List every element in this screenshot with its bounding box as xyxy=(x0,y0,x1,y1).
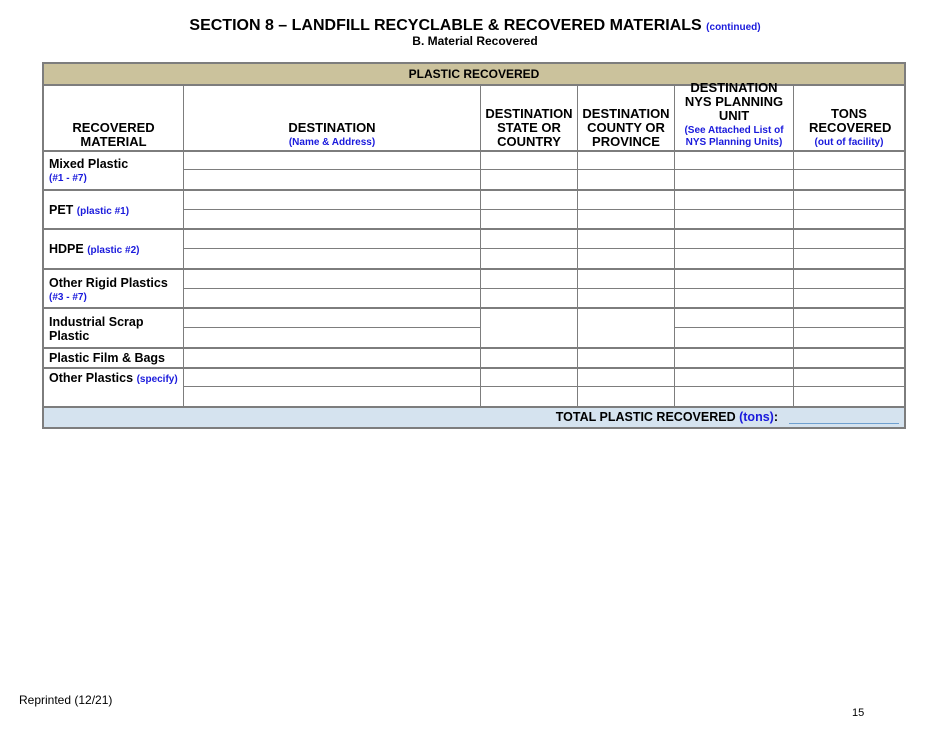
row-label-plastic-film-bags: Plastic Film & Bags xyxy=(49,351,166,365)
total-label: TOTAL PLASTIC RECOVERED (tons): xyxy=(555,410,778,424)
divider xyxy=(44,150,904,152)
divider xyxy=(44,367,904,369)
col-header-destination: DESTINATION (Name & Address) xyxy=(183,86,480,151)
table-banner: PLASTIC RECOVERED xyxy=(44,64,904,86)
section-subtitle: B. Material Recovered xyxy=(412,34,538,48)
divider xyxy=(44,189,904,191)
divider xyxy=(44,307,904,309)
col-header-nys-planning-unit: DESTINATION NYS PLANNING UNIT (See Attached List of NYS Planning Units) xyxy=(674,86,793,151)
entry-line xyxy=(183,209,904,210)
divider xyxy=(44,228,904,230)
row-label-other-plastics: Other Plastics (specify) xyxy=(49,371,178,385)
total-row xyxy=(44,408,904,427)
entry-line xyxy=(183,169,904,170)
page-number: 15 xyxy=(852,707,865,719)
row-label-other-rigid-plastics: Other Rigid Plastics (#3 - #7) xyxy=(49,276,168,303)
col-header-destination-county: DESTINATION COUNTY OR PROVINCE xyxy=(577,86,674,151)
entry-line xyxy=(183,327,480,328)
total-input-line[interactable] xyxy=(789,423,899,424)
row-label-industrial-scrap-plastic: Industrial Scrap Plastic xyxy=(49,315,144,343)
col-header-destination-state: DESTINATION STATE OR COUNTRY xyxy=(480,86,577,151)
entry-line xyxy=(183,248,904,249)
row-label-pet: PET (plastic #1) xyxy=(49,203,130,217)
entry-line xyxy=(183,386,904,387)
divider xyxy=(44,347,904,349)
col-header-tons-recovered: TONS RECOVERED (out of facility) xyxy=(793,86,904,151)
row-label-mixed-plastic: Mixed Plastic (#1 - #7) xyxy=(49,157,129,184)
plastic-recovered-table xyxy=(42,62,906,429)
col-header-recovered-material: RECOVERED MATERIAL xyxy=(72,120,155,149)
continued-note: (continued) xyxy=(706,22,761,33)
reprinted-note: Reprinted (12/21) xyxy=(19,693,113,707)
entry-line xyxy=(674,327,904,328)
section-title: SECTION 8 – LANDFILL RECYCLABLE & RECOVERED MATERIALS (continued) xyxy=(189,17,761,34)
entry-line xyxy=(183,288,904,289)
row-label-hdpe: HDPE (plastic #2) xyxy=(49,242,140,256)
divider xyxy=(44,268,904,270)
